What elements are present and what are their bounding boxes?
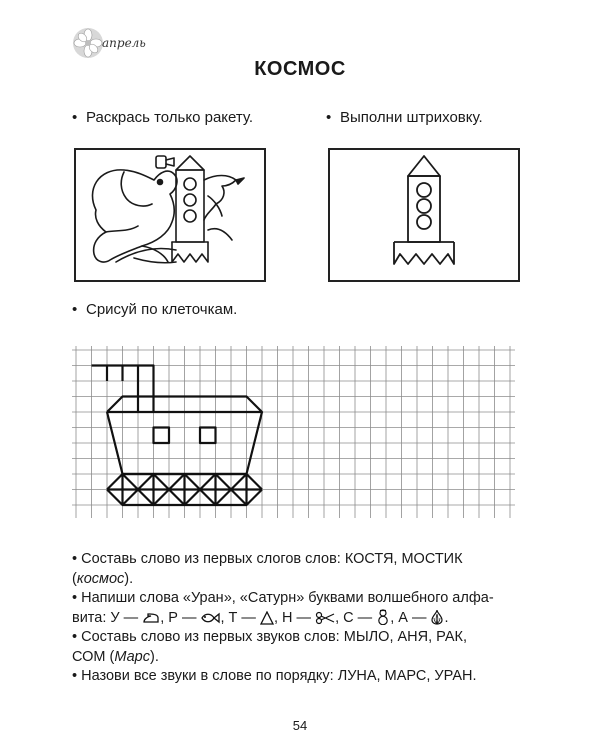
- exercise-text: Составь слово из первых слогов слов: КОСТЯ, МОСТИК: [81, 551, 463, 567]
- answer-text: Марс: [114, 648, 150, 665]
- task-draw-by-cells: [72, 300, 237, 320]
- exercise-text: Напиши слова «Уран», «Сатурн» буквами волшебного алфа-: [81, 590, 494, 606]
- grid-drawing: [72, 346, 515, 518]
- hidden-rocket-picture: [74, 148, 266, 282]
- month-badge: [70, 26, 180, 60]
- answer-text: космос: [76, 570, 125, 587]
- snowman-icon: [376, 609, 390, 625]
- exercise-first-sounds-answer: СОМ (Марс).: [72, 648, 159, 665]
- exercise-syllables-answer: (космос).: [72, 570, 134, 587]
- exercises-block: [72, 550, 542, 687]
- bullet: •: [72, 668, 82, 684]
- bullet: •: [72, 590, 82, 606]
- alphabet-letter: У: [110, 609, 120, 626]
- task-hatching: [326, 108, 483, 128]
- task-label: Раскрась только ракету.: [86, 109, 254, 126]
- bullet: •: [72, 109, 78, 126]
- drawing-grid: [72, 346, 515, 518]
- alphabet-letter: Н: [282, 609, 293, 626]
- triangle-icon: [260, 611, 274, 625]
- fish-icon: [200, 611, 220, 625]
- exercise-syllables: [72, 550, 542, 570]
- task-color-rocket: [72, 108, 253, 128]
- exercise-first-sounds: [72, 628, 542, 648]
- bullet: •: [72, 301, 78, 318]
- onion-icon: [430, 609, 444, 625]
- hidden-rocket-illustration: [76, 150, 264, 280]
- task-label: Выполни штриховку.: [340, 109, 483, 126]
- lunar-rover-drawing: [92, 366, 263, 506]
- rocket-outline-illustration: [330, 150, 518, 280]
- page-number: 54: [292, 718, 308, 733]
- magic-alphabet-row: вита: У — , Р — , Т — , Н — , С — , А — .: [72, 609, 449, 626]
- exercise-name-sounds: [72, 667, 542, 687]
- alphabet-letter: А: [398, 609, 408, 626]
- month-label: апрель: [102, 36, 146, 50]
- bullet: •: [326, 109, 332, 126]
- rocket-hatching-picture: [328, 148, 520, 282]
- exercise-text: СОМ: [72, 648, 106, 665]
- scissors-icon: [315, 611, 335, 625]
- exercise-text: вита:: [72, 609, 107, 626]
- exercise-text: Назови все звуки в слове по порядку: ЛУНА, МАРС, УРАН.: [81, 668, 477, 684]
- alphabet-letter: С: [343, 609, 354, 626]
- alphabet-letter: Р: [168, 609, 178, 626]
- task-label: Срисуй по клеточкам.: [86, 301, 238, 318]
- exercise-magic-alphabet: [72, 589, 542, 609]
- alphabet-letter: Т: [228, 609, 238, 626]
- bullet: •: [72, 629, 82, 645]
- iron-icon: [142, 611, 160, 625]
- page-title: КОСМОС: [254, 58, 346, 80]
- exercise-text: Составь слово из первых звуков слов: МЫЛО, АНЯ, РАК,: [81, 629, 468, 645]
- bullet: •: [72, 551, 82, 567]
